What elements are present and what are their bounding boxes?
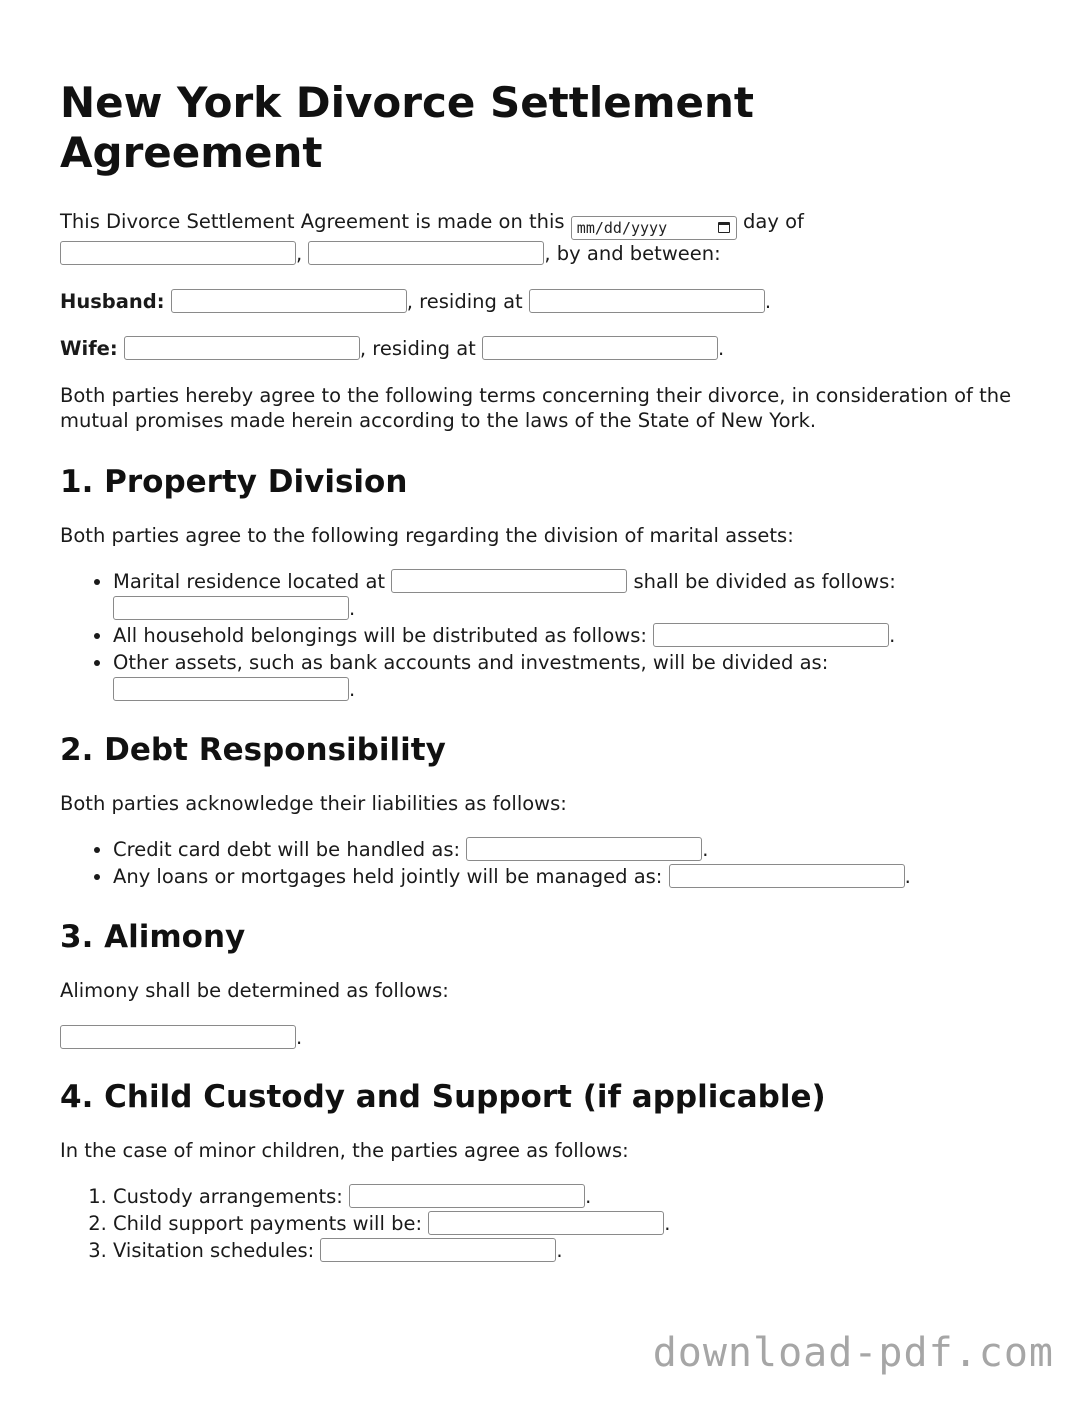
custody-period: . <box>585 1185 592 1208</box>
residence-period: . <box>349 597 356 620</box>
credit-card-text: Credit card debt will be handled as: <box>113 838 461 861</box>
date-placeholder: mm/dd/yyyy <box>576 219 668 237</box>
husband-line <box>60 289 1020 314</box>
custody-arrangements-field[interactable] <box>349 1184 585 1208</box>
document-title: New York Divorce Settlement Agreement <box>60 78 754 177</box>
alimony-field[interactable] <box>60 1025 296 1049</box>
loans-mortgages-field[interactable] <box>669 864 905 888</box>
husband-address-field[interactable] <box>529 289 765 313</box>
child-support-period: . <box>664 1212 671 1235</box>
alimony-period: . <box>296 1026 303 1049</box>
document-page <box>60 0 1020 1264</box>
wife-address-field[interactable] <box>482 336 718 360</box>
list-item <box>113 836 1020 863</box>
custody-text: Custody arrangements: <box>113 1185 343 1208</box>
list-item <box>113 1183 1020 1210</box>
other-assets-text: Other assets, such as bank accounts and investments, will be divided as: <box>113 651 829 674</box>
section-heading-child-custody: 4. Child Custody and Support (if applicable) <box>60 1079 826 1115</box>
agreement-date-input[interactable] <box>571 216 737 240</box>
husband-period: . <box>764 290 772 313</box>
list-item <box>113 1210 1020 1237</box>
residence-divided-text: shall be divided as follows: <box>633 570 896 593</box>
year-field[interactable] <box>308 241 544 265</box>
husband-label: Husband: <box>60 290 165 313</box>
watermark: download-pdf.com <box>652 1330 1054 1376</box>
wife-label: Wife: <box>60 337 118 360</box>
debt-responsibility-lead: Both parties acknowledge their liabilities as follows: <box>60 792 567 815</box>
wife-residing-text: , residing at <box>359 337 476 360</box>
intro-comma: , <box>296 242 303 265</box>
list-item <box>113 649 1020 703</box>
other-assets-period: . <box>349 678 356 701</box>
list-item <box>113 1237 1020 1264</box>
loans-period: . <box>904 865 911 888</box>
household-belongings-field[interactable] <box>653 623 889 647</box>
child-custody-list <box>60 1183 1020 1264</box>
credit-card-period: . <box>702 838 709 861</box>
section-heading-debt-responsibility: 2. Debt Responsibility <box>60 732 446 768</box>
other-assets-field[interactable] <box>113 677 349 701</box>
alimony-line <box>60 1025 1020 1050</box>
residence-text: Marital residence located at <box>113 570 386 593</box>
residence-location-field[interactable] <box>391 569 627 593</box>
debt-responsibility-list <box>60 836 1020 890</box>
property-division-list <box>60 568 1020 703</box>
loans-text: Any loans or mortgages held jointly will be managed as: <box>113 865 663 888</box>
visitation-period: . <box>556 1239 563 1262</box>
husband-residing-text: , residing at <box>406 290 523 313</box>
child-custody-lead: In the case of minor children, the parties agree as follows: <box>60 1139 629 1162</box>
husband-name-field[interactable] <box>171 289 407 313</box>
intro-text-end: , by and between: <box>544 242 721 265</box>
wife-line <box>60 336 1020 361</box>
visitation-schedules-field[interactable] <box>320 1238 556 1262</box>
household-text: All household belongings will be distributed as follows: <box>113 624 647 647</box>
alimony-lead: Alimony shall be determined as follows: <box>60 979 449 1002</box>
credit-card-debt-field[interactable] <box>466 837 702 861</box>
property-division-lead: Both parties agree to the following regarding the division of marital assets: <box>60 524 794 547</box>
wife-period: . <box>718 337 725 360</box>
list-item <box>113 568 1020 622</box>
intro-text-before-date: This Divorce Settlement Agreement is made on this <box>60 210 565 233</box>
list-item <box>113 863 1020 890</box>
month-field[interactable] <box>60 241 296 265</box>
household-period: . <box>889 624 896 647</box>
child-support-text: Child support payments will be: <box>113 1212 423 1235</box>
child-support-field[interactable] <box>428 1211 664 1235</box>
section-heading-property-division: 1. Property Division <box>60 464 408 500</box>
section-heading-alimony: 3. Alimony <box>60 919 246 955</box>
list-item <box>113 622 1020 649</box>
wife-name-field[interactable] <box>124 336 360 360</box>
consideration-paragraph: Both parties hereby agree to the following terms concerning their divorce, in consideration of the mutual promises made herein according to the laws of the State of New York. <box>60 384 1012 432</box>
intro-paragraph <box>60 208 1020 267</box>
visitation-text: Visitation schedules: <box>113 1239 315 1262</box>
residence-division-field[interactable] <box>113 596 349 620</box>
calendar-icon[interactable] <box>718 222 730 233</box>
intro-text-after-date: day of <box>743 210 804 233</box>
